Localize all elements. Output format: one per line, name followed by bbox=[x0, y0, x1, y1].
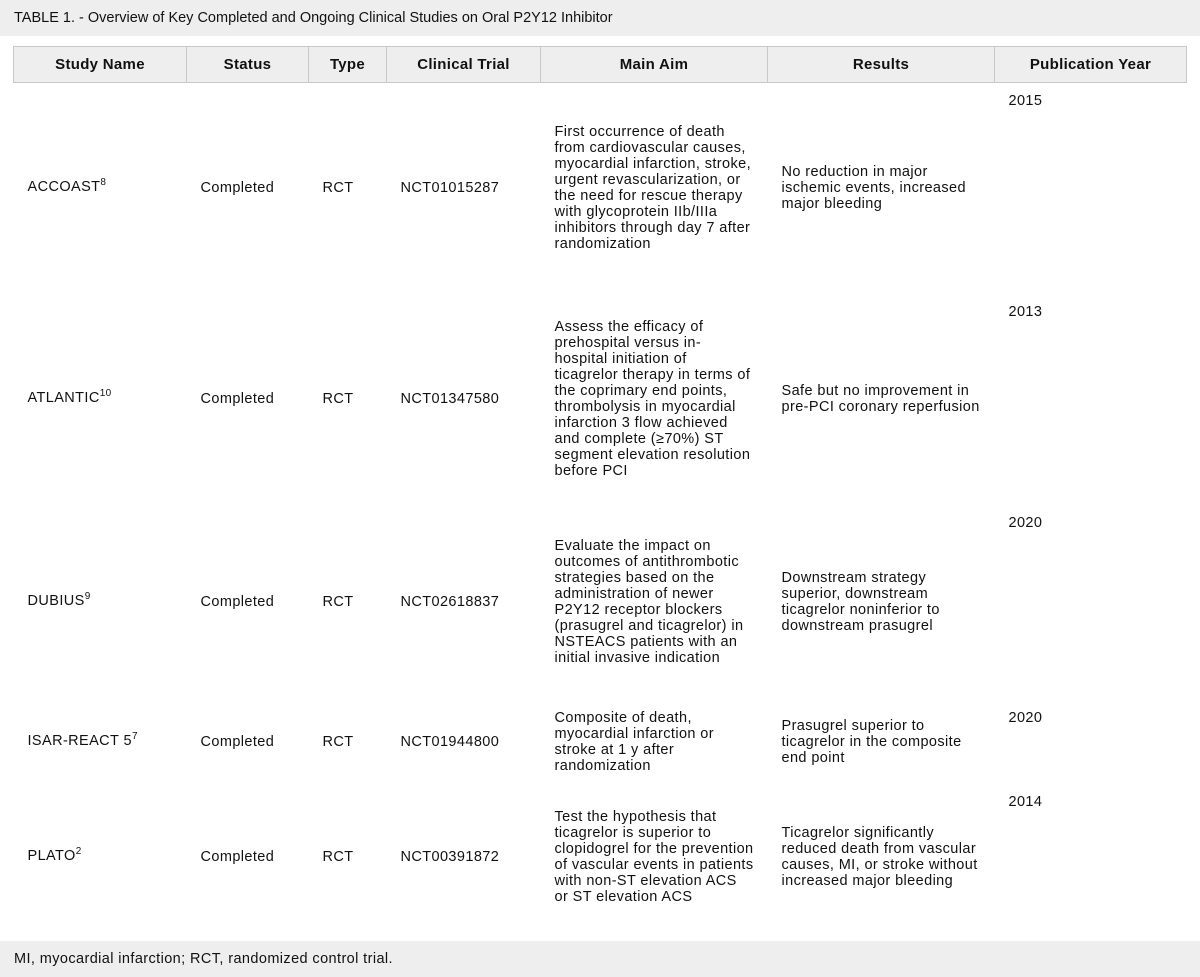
cell-main-aim: Assess the efficacy of prehospital versus in-hospital initiation of ticagrelor therapy in terms of the coprimary end points, thrombolysis in myocardial infarction 3 flow achieved and complete (≥70%) ST segment elevation resolution before PCI bbox=[554, 319, 751, 479]
cell-results: Downstream strategy superior, downstream ticagrelor noninferior to downstream prasugrel bbox=[781, 570, 940, 634]
cell-type: RCT bbox=[322, 391, 354, 407]
cell-publication-year: 2020 bbox=[1008, 514, 1043, 531]
reference-number: 10 bbox=[99, 388, 112, 399]
table-row bbox=[14, 784, 1187, 931]
cell-status: Completed bbox=[200, 391, 275, 407]
cell-results: No reduction in major ischemic events, increased major bleeding bbox=[781, 164, 966, 213]
cell-type: RCT bbox=[322, 594, 354, 610]
cell-publication-year: 2013 bbox=[1008, 303, 1043, 320]
table-row bbox=[14, 505, 1187, 700]
header-results: Results bbox=[768, 47, 995, 83]
header-main-aim: Main Aim bbox=[541, 47, 768, 83]
cell-publication-year: 2020 bbox=[1008, 709, 1043, 726]
cell-clinical-trial: NCT00391872 bbox=[400, 849, 500, 865]
table-row bbox=[14, 294, 1187, 505]
table-row bbox=[14, 700, 1187, 784]
cell-main-aim: Test the hypothesis that ticagrelor is superior to clopidogrel for the prevention of vascular events in patients with non-ST elevation ACS or ST elevation ACS bbox=[554, 809, 754, 905]
cell-main-aim: Evaluate the impact on outcomes of antithrombotic strategies based on the administration of newer P2Y12 receptor blockers (prasugrel and ticagrelor) in NSTEACS patients with an initial invasive indication bbox=[554, 538, 744, 666]
cell-publication-year: 2015 bbox=[1008, 93, 1043, 109]
studies-table-container bbox=[13, 46, 1186, 931]
cell-clinical-trial: NCT01944800 bbox=[400, 733, 500, 750]
cell-main-aim: First occurrence of death from cardiovascular causes, myocardial infarction, stroke, urgent revascularization, or the need for rescue therapy with glycoprotein IIb/IIIa inhibitors through day 7 after randomization bbox=[554, 124, 752, 253]
cell-results: Prasugrel superior to ticagrelor in the composite end point bbox=[781, 717, 962, 766]
cell-clinical-trial: NCT01347580 bbox=[400, 391, 500, 407]
cell-publication-year: 2014 bbox=[1008, 793, 1043, 810]
table-row bbox=[14, 83, 1187, 294]
table-caption: TABLE 1. - Overview of Key Completed and Ongoing Clinical Studies on Oral P2Y12 Inhibitor bbox=[0, 0, 1200, 36]
cell-study-name: ACCOAST$^8$ bbox=[27, 177, 107, 196]
studies-table bbox=[13, 46, 1187, 931]
header-type: Type bbox=[309, 47, 387, 83]
cell-clinical-trial: NCT02618837 bbox=[400, 594, 500, 610]
reference-number: 8 bbox=[100, 177, 107, 189]
cell-type: RCT bbox=[322, 180, 354, 197]
table-footnote: MI, myocardial infarction; RCT, randomized control trial. bbox=[0, 941, 1200, 977]
cell-results: Ticagrelor significantly reduced death from vascular causes, MI, or stroke without increased major bleeding bbox=[781, 825, 978, 889]
reference-number: 9 bbox=[84, 591, 91, 602]
cell-study-name: ATLANTIC$^{10}$ bbox=[27, 388, 112, 406]
cell-clinical-trial: NCT01015287 bbox=[400, 180, 500, 197]
cell-status: Completed bbox=[200, 849, 275, 865]
cell-type: RCT bbox=[322, 733, 354, 750]
cell-status: Completed bbox=[200, 180, 275, 197]
cell-study-name: DUBIUS$^9$ bbox=[27, 591, 91, 609]
cell-results: Safe but no improvement in pre-PCI coronary reperfusion bbox=[781, 383, 980, 415]
reference-number: 7 bbox=[131, 730, 138, 742]
cell-main-aim: Composite of death, myocardial infarction or stroke at 1 y after randomization bbox=[554, 709, 714, 774]
cell-study-name: ISAR-REACT $5^7$ bbox=[27, 730, 138, 749]
header-row bbox=[14, 47, 1187, 83]
cell-study-name: PLATO$^2$ bbox=[27, 846, 82, 864]
header-study-name: Study Name bbox=[14, 47, 187, 83]
header-publication-year: Publication Year bbox=[995, 47, 1187, 83]
cell-status: Completed bbox=[200, 594, 275, 610]
reference-number: 2 bbox=[75, 846, 82, 857]
header-clinical-trial: Clinical Trial bbox=[387, 47, 541, 83]
header-status: Status bbox=[187, 47, 309, 83]
cell-status: Completed bbox=[200, 733, 275, 750]
cell-type: RCT bbox=[322, 849, 354, 865]
